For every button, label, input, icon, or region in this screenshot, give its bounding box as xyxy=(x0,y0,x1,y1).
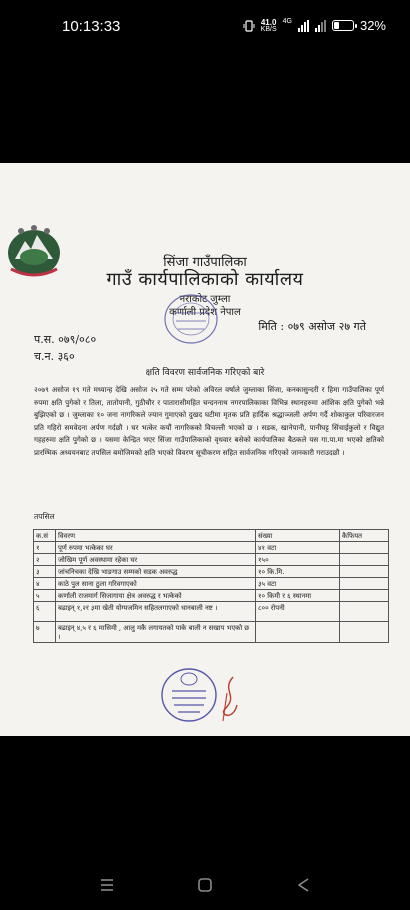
table-cell-qty: ३५ वटा xyxy=(256,578,340,590)
signature-icon xyxy=(213,675,243,725)
status-time: 10:13:33 xyxy=(62,18,121,35)
table-cell-remark xyxy=(340,622,389,643)
recents-icon[interactable] xyxy=(99,878,115,892)
table-cell-remark xyxy=(340,566,389,578)
table-row xyxy=(34,622,389,643)
table-cell-remark xyxy=(340,578,389,590)
table-row xyxy=(34,590,389,602)
table-cell-sn: १ xyxy=(34,542,56,554)
table-cell-sn: ७ xyxy=(34,622,56,643)
net-speed-unit: KB/S xyxy=(260,25,277,33)
table-cell-qty: १० किमी र ६ स्थानमा xyxy=(256,590,340,602)
table-cell-qty: ४१ वटा xyxy=(256,542,340,554)
vibrate-icon xyxy=(243,20,255,32)
document-date: मिति : ०७९ असोज २७ गते xyxy=(258,320,366,333)
table-cell-qty: ८०० रोपनी xyxy=(256,602,340,622)
back-icon[interactable] xyxy=(296,878,312,892)
table-cell-qty: १० कि.मि. xyxy=(256,566,340,578)
location-line-2: कर्णाली प्रदेश नेपाल xyxy=(169,307,241,318)
signal-icon-1 xyxy=(298,20,309,32)
status-icons xyxy=(243,18,386,33)
battery-percent: 32% xyxy=(359,18,386,33)
table-cell-remark xyxy=(340,602,389,622)
table-header-qty: संख्या xyxy=(256,530,340,542)
body-paragraph: २०७९ असोज १९ गते मध्यान्ह देखि असोज २५ गते सम्म परेको अविरल वर्षाले जुम्लाका सिंजा, कनकासुन्दरी र हिमा गाउँपालिका पूर्ण रुपमा क्षति पुगेको र तिला, तातोपानी, गुठीचौर र पातारासीमहित चन्दननाथ नगरपालिकाका विभिन्न स्थानहरुमा आंशिक क्षति पुगेको भन्ने बुझिएको छ । जुम्लाका १० जना नागरिकले ज्यान गुमाएको दुखद घटीमा मृतक प्रति हार्दिक श्रद्धाञ्जली अर्पण गर्दै शोकाकुल परिवारजन प्रति गहिरो समवेदना अर्पण गर्दछौ । घर भत्केर कयौं नागरिकको विचल्ली भएको छ । सडक, खानेपानी, पानीघट्ट सिंचाईकुलो र विद्युत गहहरुमा क्षति पुगेको छ । यसमा केन्द्रित भएर सिंजा गाउँपालिकाको वृधवार बसेको कार्यपालिका बैठकले यस गा.पा.मा भएको क्षतिको प्रारम्भिक अध्ययनबाट तपसिल बमोजिमको क्षति भएको विवरण सूचीकरण सहित सार्वजनिक गरिएको जानकारी गराउदछौ । xyxy=(34,385,384,457)
document-image[interactable] xyxy=(0,163,410,736)
table-header-sn: क.सं xyxy=(34,530,56,542)
table-cell-sn: ३ xyxy=(34,566,56,578)
table-cell-sn: ६ xyxy=(34,602,56,622)
table-header-row xyxy=(34,530,389,542)
table-cell-desc: जोखिम पूर्ण अवस्थामा रहेका घर xyxy=(56,554,256,566)
table-cell-sn: ५ xyxy=(34,590,56,602)
network-type-label: 4G xyxy=(282,18,292,25)
table-header-desc: विवरण xyxy=(56,530,256,542)
table-row xyxy=(34,578,389,590)
office-stamp-icon xyxy=(160,291,222,347)
net-speed xyxy=(261,19,277,33)
schedule-label: तपसिल xyxy=(34,512,55,521)
home-icon[interactable] xyxy=(197,878,213,892)
office-title: गाउँ कार्यपालिकाको कार्यालय xyxy=(106,269,304,290)
table-cell-remark xyxy=(340,590,389,602)
table-cell-remark xyxy=(340,554,389,566)
table-cell-sn: २ xyxy=(34,554,56,566)
table-row xyxy=(34,602,389,622)
table-cell-desc: काठे पुल साना ठुला गरिवगाएको xyxy=(56,578,256,590)
table-cell-desc: जांचनिचका देखि भाङगाउ सम्मको सडक अवरुद्ध xyxy=(56,566,256,578)
signal-icon-2 xyxy=(315,20,326,32)
status-bar xyxy=(0,0,410,56)
table-header-remark: कैफियत xyxy=(340,530,389,542)
table-cell-qty: १५० xyxy=(256,554,340,566)
table-row xyxy=(34,554,389,566)
dispatch-number: च.न. ३६० xyxy=(34,350,75,363)
office-seal-icon xyxy=(158,665,220,725)
navigation-bar xyxy=(0,860,410,910)
table-row xyxy=(34,566,389,578)
table-cell-desc: कर्णाली राजमार्ग सिजागाया क्षेत्र अवरुद्ध र भत्केको xyxy=(56,590,256,602)
net-speed-value: 41.0 xyxy=(260,17,277,27)
damage-table xyxy=(33,529,389,643)
subject-line: क्षति विवरण सार्वजनिक गरिएको बारे xyxy=(145,368,265,378)
office-name: सिंजा गाउँपालिका xyxy=(163,255,247,270)
table-cell-desc: बढाइन् १,२र ३मा खेती योग्यजमिन सहितलगाएको धानबाली नष्ट । xyxy=(56,602,256,622)
battery-fill xyxy=(334,22,339,29)
table-cell-sn: ४ xyxy=(34,578,56,590)
table-row xyxy=(34,542,389,554)
table-cell-desc: पूर्ण रुपमा भत्केका घर xyxy=(56,542,256,554)
battery-icon xyxy=(332,20,354,31)
table-cell-desc: बढाइन् ४,५ र ६ मासिमी , आलु मकै लगायतको पाके बाली न सखाप भएको छ । xyxy=(56,622,256,643)
location-line-1: नराकोट जुम्ला xyxy=(179,294,231,305)
fiscal-year: प.स. ०७९/०८० xyxy=(34,333,97,346)
table-cell-qty xyxy=(256,622,340,643)
table-cell-remark xyxy=(340,542,389,554)
